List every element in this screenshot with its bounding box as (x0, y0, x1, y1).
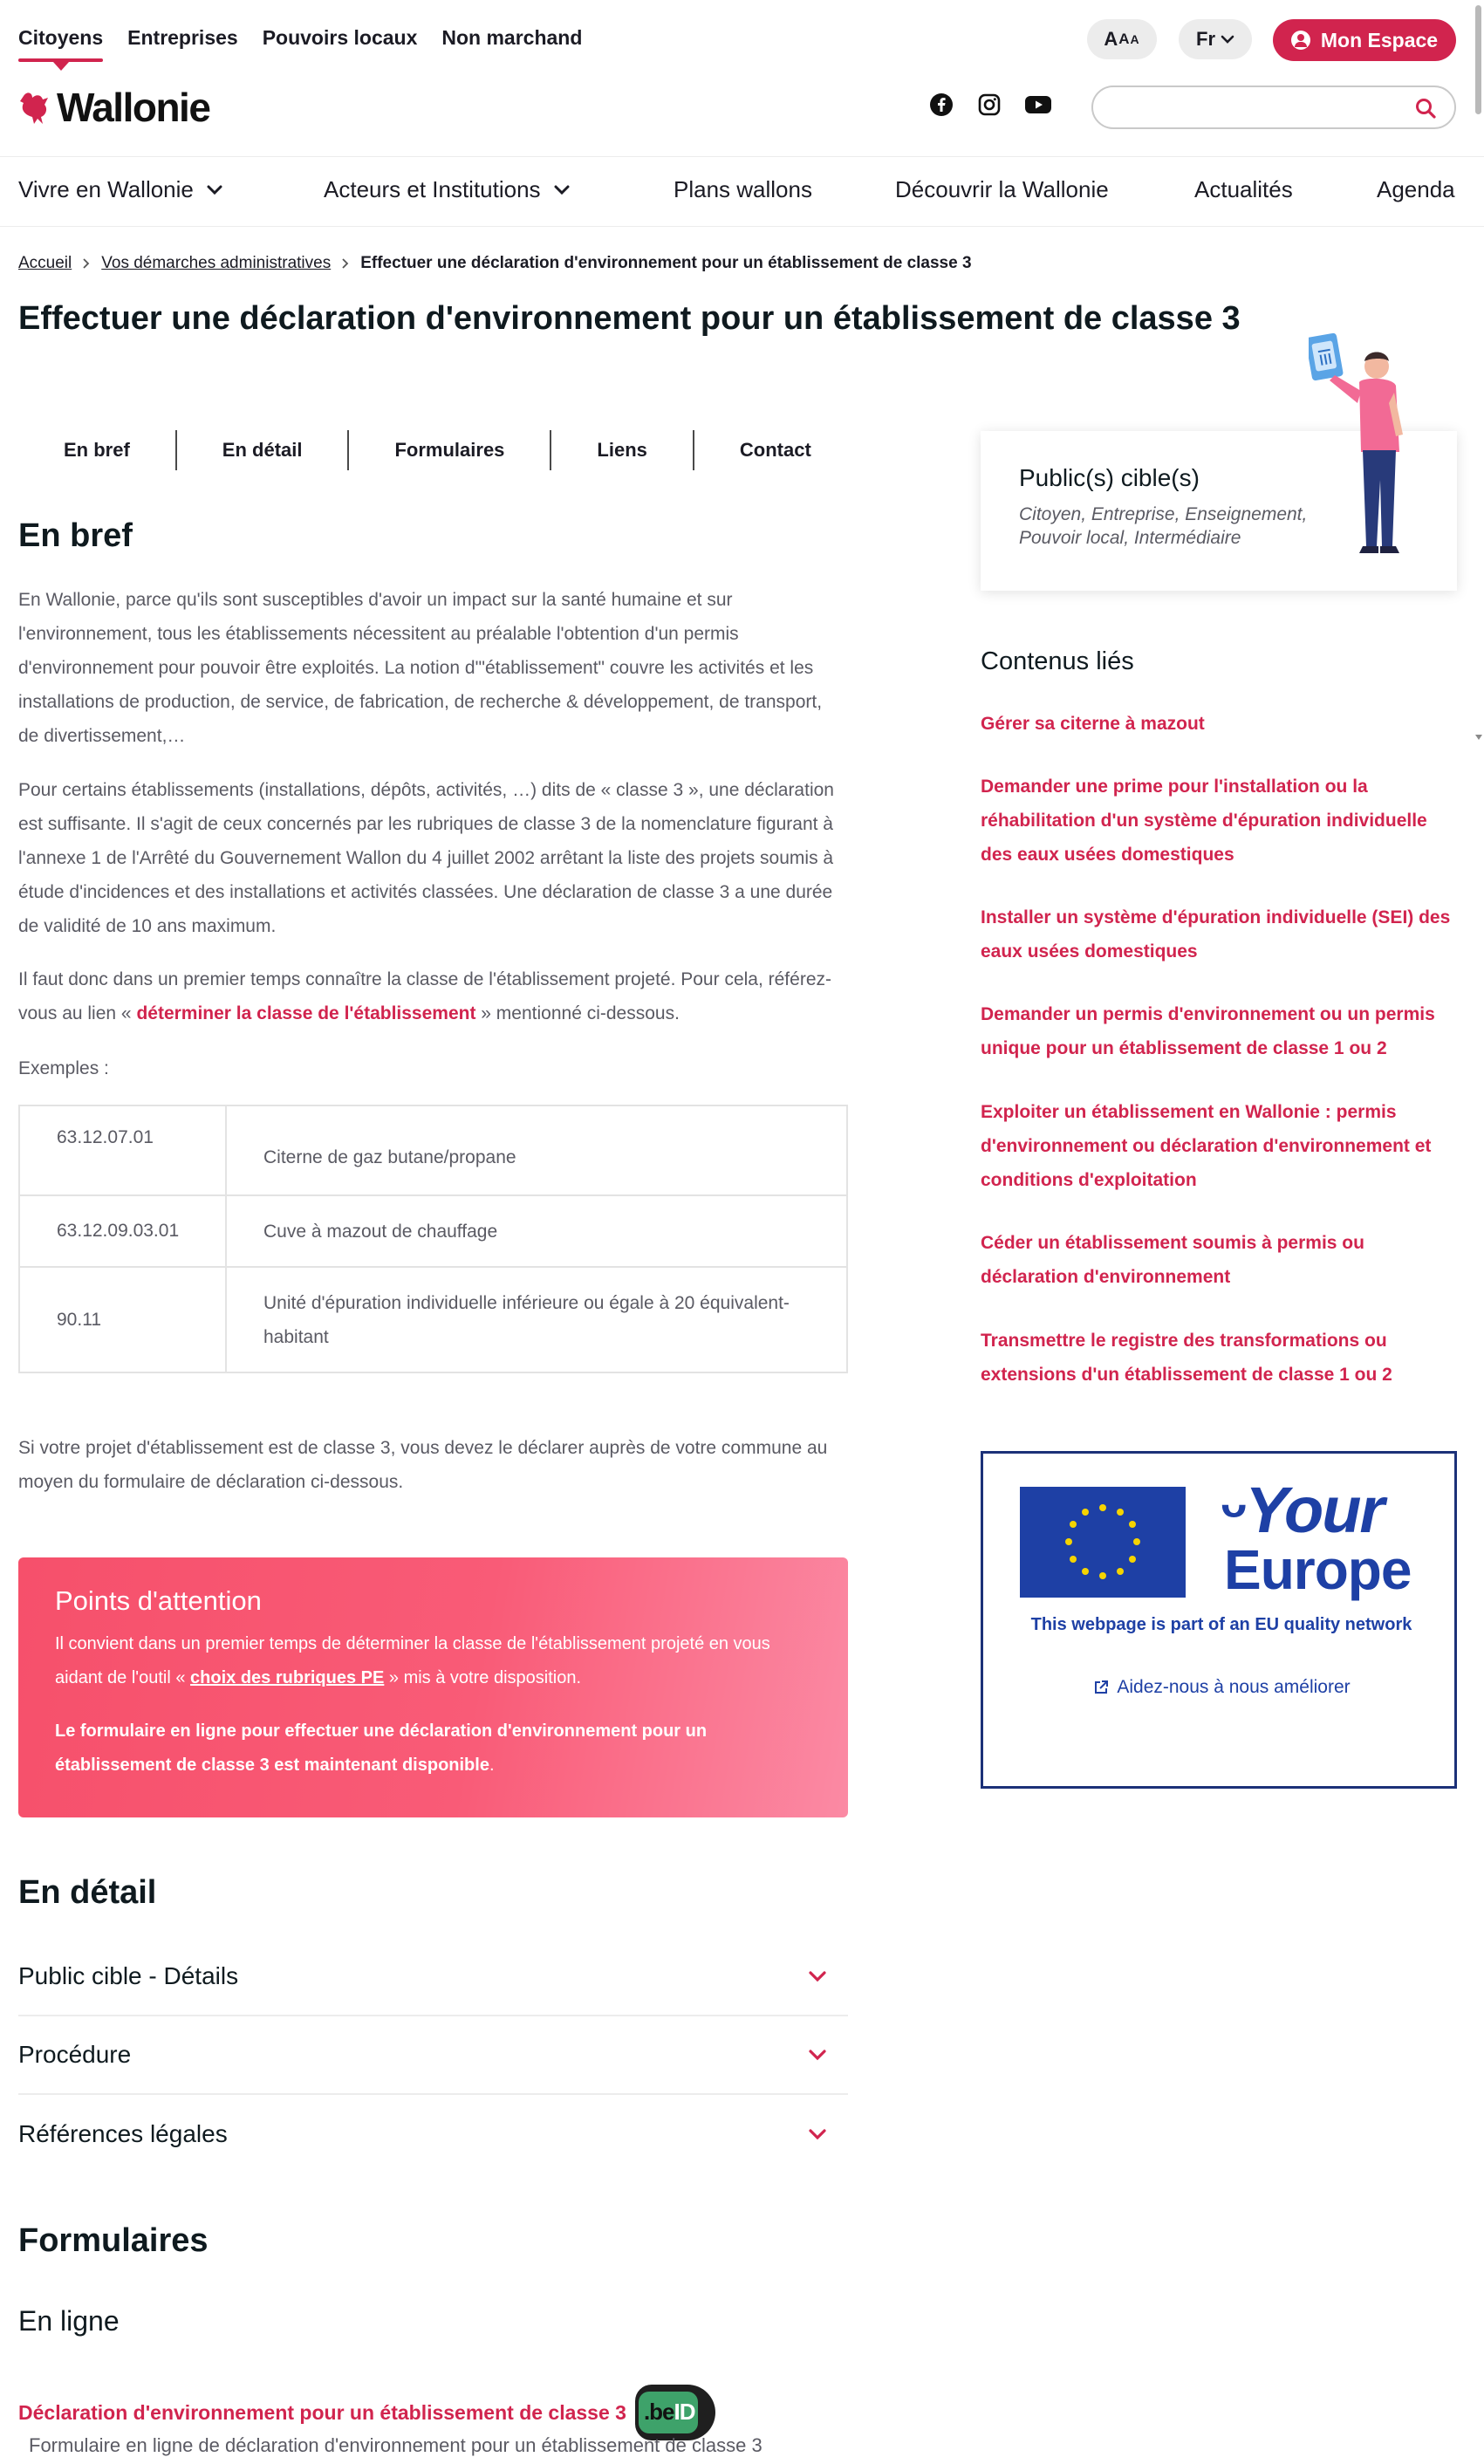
help-us-improve-link[interactable] (1018, 1677, 1425, 1698)
main-nav (0, 157, 1484, 227)
attention-box (18, 1557, 848, 1817)
example-code: 90.11 (20, 1268, 227, 1372)
en-bref-paragraph-3 (18, 962, 847, 1030)
page-title: Effectuer une déclaration d'environnement pour un établissement de classe 3 (18, 300, 1241, 337)
breadcrumb-demarches[interactable]: Vos démarches administratives (101, 254, 332, 272)
choix-rubriques-link[interactable]: choix des rubriques PE (190, 1668, 385, 1687)
beid-badge-text (644, 2399, 695, 2426)
online-form-description: Formulaire en ligne de déclaration d'environnement pour un établissement de classe 3 (29, 2434, 763, 2456)
nav-label: Plans wallons (674, 176, 812, 202)
attention-paragraph-1 (55, 1627, 811, 1695)
breadcrumb-current: Effectuer une déclaration d'environnement pour un établissement de classe 3 (360, 254, 972, 272)
related-link-2[interactable]: Demander une prime pour l'installation ou la réhabilitation d'un système d'épuration individuelle des eaux usées domestiques (981, 777, 1427, 865)
smile-icon: ᵕ (1221, 1474, 1246, 1546)
chevron-down-icon (1221, 35, 1234, 44)
target-title: Public(s) cible(s) (1019, 464, 1200, 491)
tab-liens[interactable]: Liens (551, 430, 694, 470)
related-content-title: Contenus liés (981, 647, 1134, 675)
text: » mis à votre disposition. (384, 1668, 581, 1687)
form-link-row (18, 2385, 715, 2440)
scroll-down-arrow[interactable] (1475, 735, 1482, 740)
person-illustration (1309, 332, 1422, 567)
attention-title: Points d'attention (55, 1585, 262, 1616)
user-icon (1291, 31, 1310, 50)
help-us-improve-label: Aidez-nous à nous améliorer (1117, 1677, 1351, 1697)
language-label: Fr (1196, 28, 1215, 50)
font-size-button[interactable]: A A A (1087, 19, 1157, 59)
chevron-down-icon (808, 2049, 827, 2061)
search-icon[interactable] (1414, 97, 1437, 120)
audience-tab-pouvoirs-locaux[interactable]: Pouvoirs locaux (262, 26, 418, 49)
determine-class-link[interactable]: déterminer la classe de l'établissement (136, 1003, 476, 1023)
youtube-link[interactable] (1024, 91, 1052, 119)
instagram-icon (978, 93, 1001, 116)
table-row (20, 1196, 846, 1268)
audience-tab-citoyens[interactable]: Citoyens (18, 26, 103, 62)
chevron-right-icon (82, 257, 91, 270)
accordion-label: Références légales (18, 2120, 228, 2147)
scrollbar-thumb[interactable] (1475, 5, 1481, 114)
nav-label: Acteurs et Institutions (324, 176, 541, 202)
nav-label: Agenda (1377, 176, 1455, 202)
attention-paragraph-2 (55, 1715, 811, 1783)
nav-label: Actualités (1194, 176, 1293, 202)
instagram-link[interactable] (975, 91, 1003, 119)
chevron-down-icon (206, 185, 223, 195)
top-bar (0, 0, 1484, 157)
breadcrumb (18, 254, 972, 273)
external-link-icon (1092, 1679, 1110, 1696)
en-bref-heading: En bref (18, 517, 133, 554)
related-link-4[interactable]: Demander un permis d'environnement ou un permis unique pour un établissement de classe 1 ou 2 (981, 1004, 1435, 1058)
tab-contact[interactable]: Contact (739, 439, 811, 461)
facebook-link[interactable] (927, 91, 955, 119)
chevron-down-icon (808, 2128, 827, 2140)
nav-decouvrir-wallonie[interactable] (895, 176, 1109, 203)
eu-tagline: This webpage is part of an EU quality network (1030, 1615, 1412, 1634)
nav-agenda[interactable] (1377, 176, 1455, 203)
your-europe-box (981, 1451, 1457, 1789)
tab-en-bref[interactable]: En bref (18, 430, 177, 470)
online-form-link[interactable]: Déclaration d'environnement pour un établissement de classe 3 (18, 2400, 626, 2424)
example-desc: Unité d'épuration individuelle inférieure ou égale à 20 équivalent-habitant (263, 1292, 790, 1347)
my-space-label: Mon Espace (1320, 28, 1439, 51)
en-bref-paragraph-4: Si votre projet d'établissement est de classe 3, vous devez le déclarer auprès de votre commune au moyen du formulaire de déclaration ci-dessous. (18, 1438, 828, 1492)
your-europe-logo-europe: Europe (1224, 1538, 1412, 1601)
text: » mentionné ci-dessous. (475, 1003, 680, 1023)
tab-formulaires[interactable]: Formulaires (349, 430, 551, 470)
text: Your (1245, 1474, 1384, 1546)
accordion-procedure[interactable] (18, 2016, 848, 2095)
eu-flag-icon (1020, 1487, 1186, 1598)
example-code: 63.12.09.03.01 (20, 1196, 227, 1266)
nav-vivre-en-wallonie[interactable] (18, 176, 223, 203)
chevron-right-icon (341, 257, 350, 270)
nav-acteurs-institutions[interactable] (324, 176, 571, 203)
accordion-public-cible[interactable] (18, 1938, 848, 2016)
accordion-label: Procédure (18, 2041, 132, 2068)
your-europe-logo-your (1221, 1474, 1384, 1546)
nav-label: Découvrir la Wallonie (895, 176, 1109, 202)
table-row (20, 1106, 846, 1196)
youtube-icon (1024, 94, 1052, 115)
example-desc: Cuve à mazout de chauffage (263, 1221, 498, 1242)
audience-tabs (18, 26, 582, 62)
en-ligne-heading: En ligne (18, 2305, 120, 2337)
example-desc: Citerne de gaz butane/propane (263, 1147, 516, 1167)
breadcrumb-home[interactable]: Accueil (18, 254, 72, 272)
example-code: 63.12.07.01 (20, 1106, 227, 1194)
related-link-1[interactable]: Gérer sa citerne à mazout (981, 714, 1205, 734)
beid-be: .be (643, 2399, 674, 2425)
text: Le formulaire en ligne pour effectuer une déclaration d'environnement pour un établissement de classe 3 est maintenant disponible (55, 1721, 708, 1775)
beid-id: ID (674, 2399, 695, 2425)
formulaires-heading: Formulaires (18, 2222, 209, 2259)
page-scrollbar[interactable] (1473, 0, 1484, 750)
en-detail-heading: En détail (18, 1874, 157, 1911)
facebook-icon (929, 92, 954, 117)
chevron-down-icon (553, 185, 571, 195)
text: . (489, 1756, 495, 1775)
accordion-references-legales[interactable] (18, 2095, 848, 2173)
language-selector[interactable] (1179, 19, 1252, 59)
rooster-icon (18, 89, 53, 126)
related-link-6[interactable]: Céder un établissement soumis à permis ou déclaration d'environnement (981, 1233, 1364, 1287)
nav-actualites[interactable] (1194, 176, 1293, 203)
logo-text: Wallonie (57, 85, 210, 130)
en-bref-paragraph-1: En Wallonie, parce qu'ils sont susceptibles d'avoir un impact sur la santé humaine et sur l'environnement, tous les établissements nécessitent au préalable l'obtention d'un permis d'environnement pour pouvoir être exploités. La notion d'"établissement" couvre les activités et les installations de production, de service, de fabrication, de recherche & développement, de transport, de divertissement,… (18, 590, 823, 746)
table-row (20, 1268, 846, 1372)
chevron-down-icon (808, 1970, 827, 1982)
related-link-7[interactable]: Transmettre le registre des transformations ou extensions d'un établissement de classe 1 ou 2 (981, 1331, 1392, 1385)
text: Il faut donc dans un premier temps connaître la classe de l'établissement projeté. Pour cela, référez-vous au lien « (18, 969, 831, 1023)
my-space-button[interactable] (1273, 19, 1456, 61)
text: Il convient dans un premier temps de déterminer la classe de l'établissement projeté en vous aidant de l'outil « (55, 1634, 770, 1687)
wallonie-logo[interactable] (18, 84, 209, 131)
examples-table (18, 1105, 848, 1373)
en-bref-paragraph-2: Pour certains établissements (installations, dépôts, activités, …) dits de « classe 3 », une déclaration est suffisante. Il s'agit de ceux concernés par les rubriques de classe 3 de la nomenclature figurant à l'annexe 1 de l'Arrêté du Gouvernement Wallon du 4 juillet 2002 arrêtant la liste des projets soumis à étude d'incidences et des installations et activités classées. Une déclaration de classe 3 a une durée de validité de 10 ans maximum. (18, 780, 834, 936)
audience-tab-non-marchand[interactable]: Non marchand (441, 26, 583, 49)
section-tabs (18, 430, 857, 470)
related-link-3[interactable]: Installer un système d'épuration individuelle (SEI) des eaux usées domestiques (981, 907, 1451, 962)
audience-tab-entreprises[interactable]: Entreprises (127, 26, 238, 49)
nav-plans-wallons[interactable] (674, 176, 812, 203)
tab-en-detail[interactable]: En détail (177, 430, 350, 470)
beid-badge (635, 2385, 715, 2440)
accordion-label: Public cible - Détails (18, 1962, 239, 1989)
search-input[interactable] (1091, 86, 1456, 129)
examples-label: Exemples : (18, 1058, 109, 1078)
nav-label: Vivre en Wallonie (18, 176, 194, 202)
related-link-5[interactable]: Exploiter un établissement en Wallonie : permis d'environnement ou déclaration d'environnement et conditions d'exploitation (981, 1102, 1432, 1190)
target-text: Citoyen, Entreprise, Enseignement, Pouvoir local, Intermédiaire (1019, 504, 1308, 548)
